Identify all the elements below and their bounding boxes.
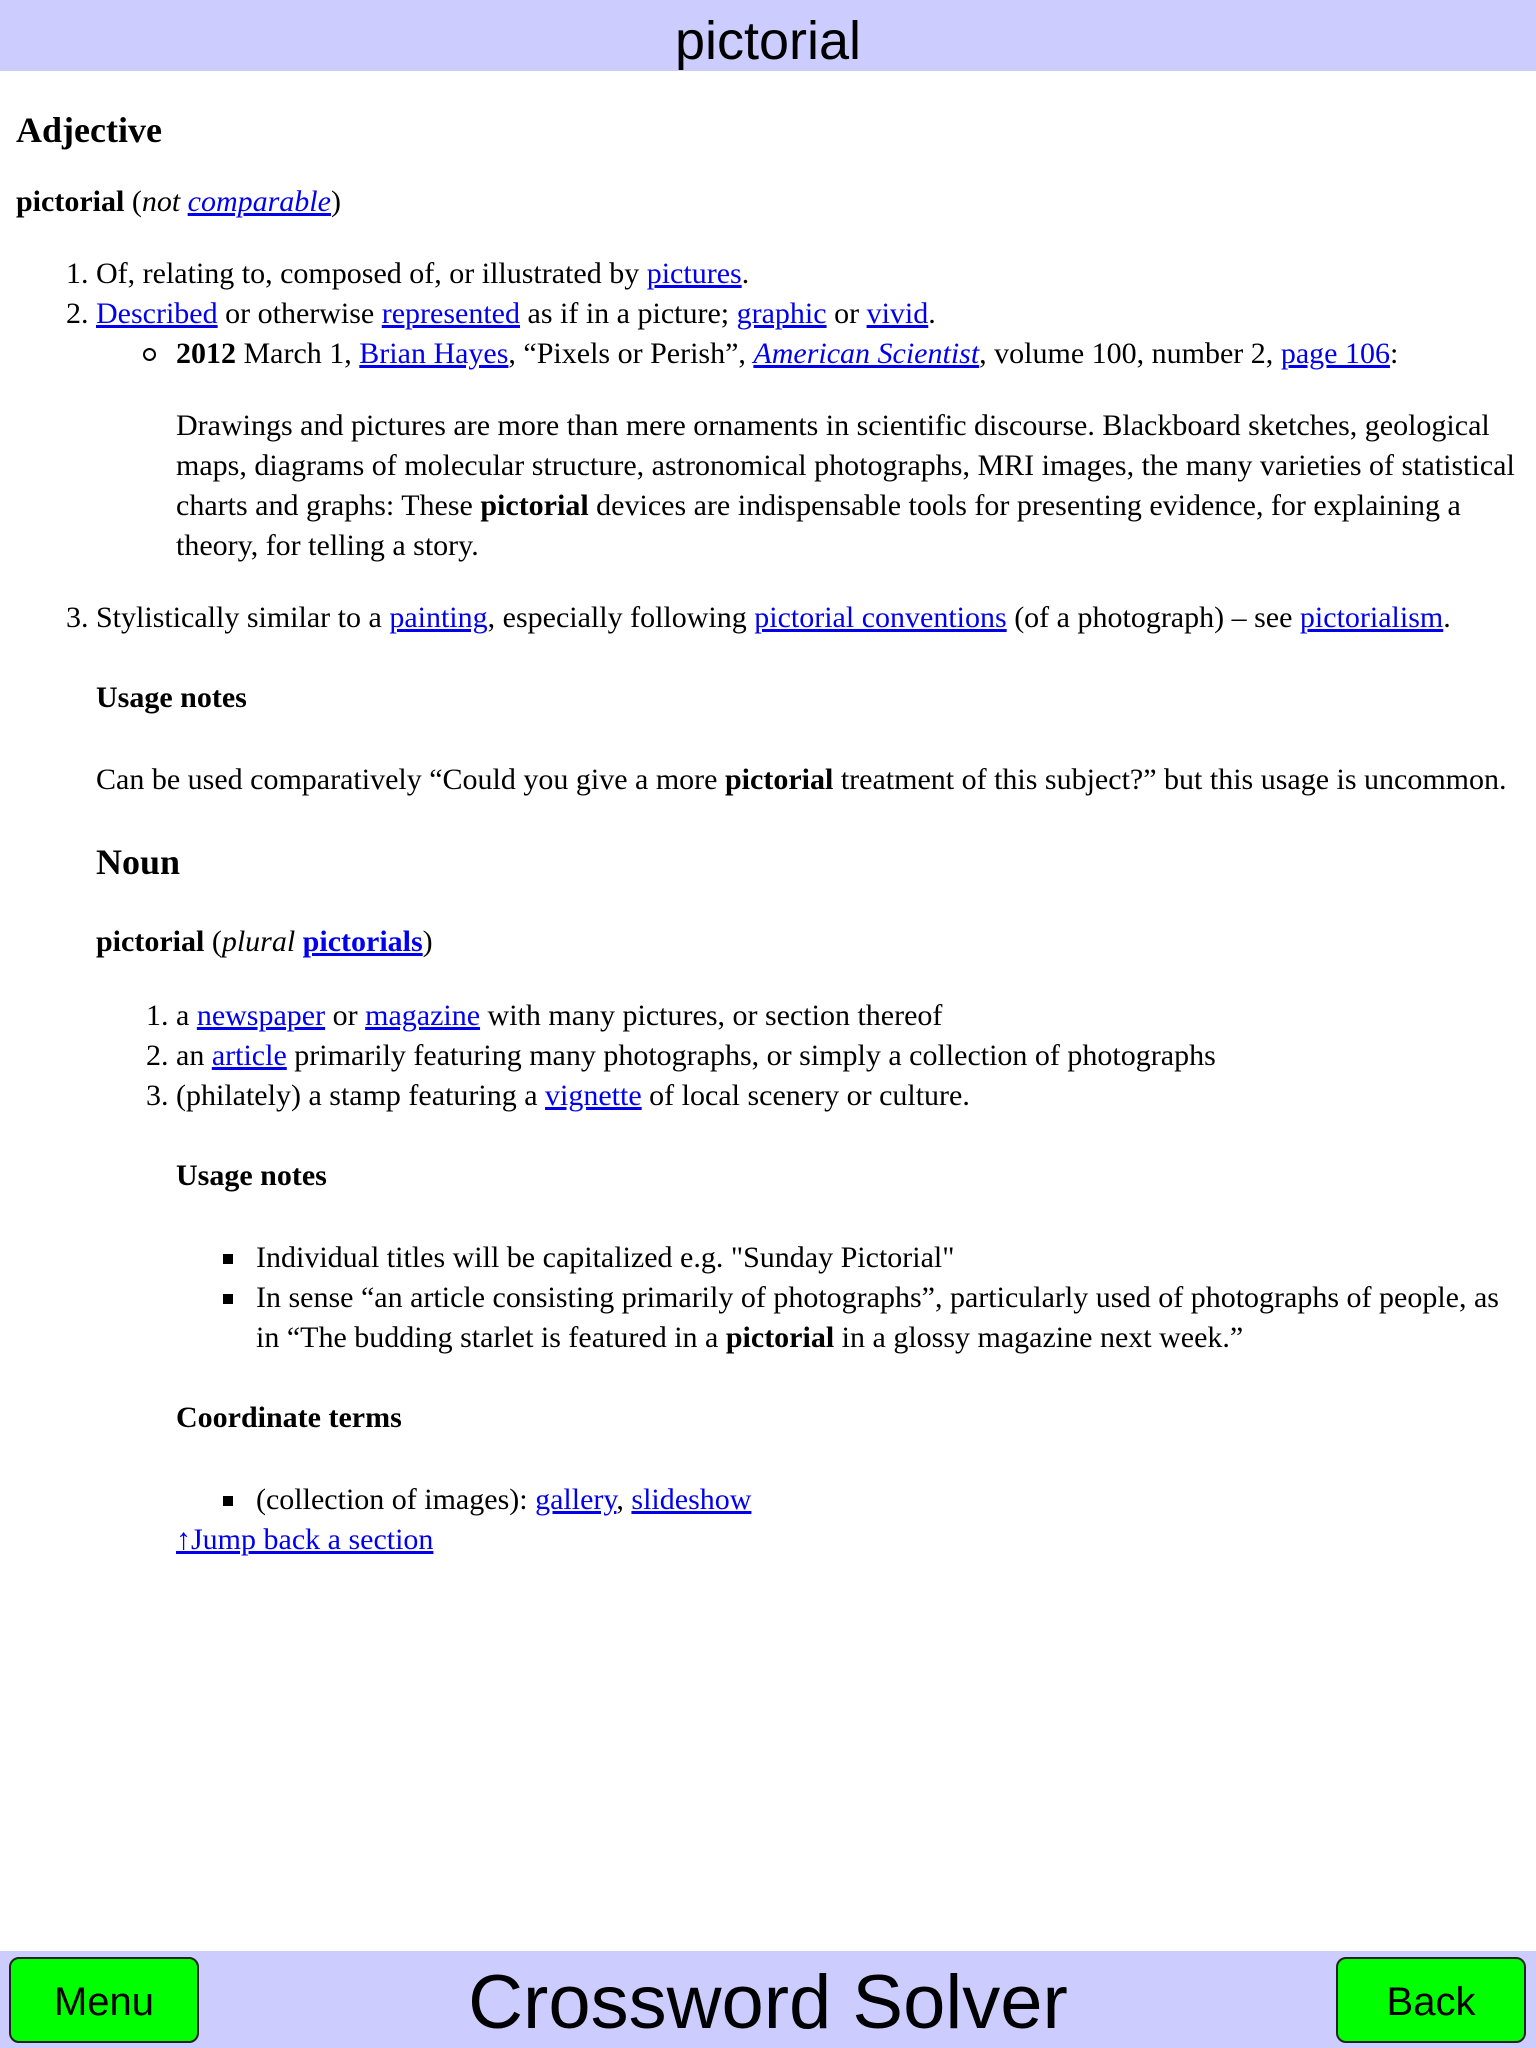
quote-text-part: devices are indispensable tools for presenting evidence, for explaining a theory, for telling a story. [176,489,1461,562]
painting-link[interactable]: painting [389,601,488,634]
sense-text: . [1443,601,1451,634]
usage-note-item [256,1238,1521,1278]
adjective-usage-notes [96,678,1521,1560]
quotation-volume: , volume 100, number 2, [979,337,1281,370]
sense-text: (of a photograph) – see [1006,601,1300,634]
noun-sense-1 [176,996,1521,1036]
separator: , [616,1483,632,1516]
page-title: pictorial [674,11,862,71]
noun-subsections [176,1156,1521,1560]
pictorialism-link[interactable]: pictorialism [1299,601,1444,634]
pictures-link[interactable]: pictures [646,257,742,290]
sense-text: an [176,1039,212,1072]
sense-text: primarily featuring many photographs, or simply a collection of photographs [286,1039,1216,1072]
noun-usage-notes-heading: Usage notes [176,1159,327,1192]
circle-bullet-icon [143,348,156,361]
described-link[interactable]: Described [96,297,218,330]
quotation-year: 2012 [176,337,236,370]
slideshow-link[interactable]: slideshow [631,1483,752,1516]
vignette-link[interactable]: vignette [545,1079,642,1112]
magazine-link[interactable]: magazine [365,999,481,1032]
square-bullet-icon [223,1496,233,1506]
adjective-heading: Adjective [16,110,162,150]
close-paren: ) [330,185,341,218]
noun-sense-2 [176,1036,1521,1076]
comparable-link[interactable]: comparable [187,185,331,218]
noun-senses [96,996,1521,1116]
sense-text: Of, relating to, composed of, or illustrated by [96,257,647,290]
sense-text: or [325,999,366,1032]
jump-back-link[interactable]: ↑Jump back a section [176,1523,434,1556]
usage-notes-heading: Usage notes [96,681,247,714]
open-paren: ( [131,185,142,218]
sense-text: as if in a picture; [520,297,737,330]
coordinate-terms-list [176,1480,1521,1520]
quotation-text [176,406,1521,566]
journal-link[interactable]: American Scientist [753,337,980,370]
close-paren: ) [422,925,433,958]
gallery-link[interactable]: gallery [535,1483,617,1516]
pictorial-conventions-link[interactable]: pictorial conventions [754,601,1007,634]
article-link[interactable]: article [211,1039,287,1072]
noun-headword: pictorial [96,925,205,958]
quote-text-part: Drawings and pictures are more than mere ornaments in scientific discourse. Blackboard sketches, geological maps, diagrams of molecular structure, astronomical photographs, MRI images, the many varieties of statistical charts and graphs: These [176,409,1515,522]
sense-text: , especially following [487,601,755,634]
usage-notes-text [96,760,1521,800]
quotation-item [176,334,1521,374]
sense-text: . [928,297,936,330]
usage-note-text: In sense “an article consisting primarily of photographs”, particularly used of photographs of people, as in “The budding starlet is featured in a [256,1281,1499,1354]
graphic-link[interactable]: graphic [736,297,827,330]
pictorials-link[interactable]: pictorials [302,925,423,958]
plural-label: plural [221,925,296,958]
sense-text: with many pictures, or section thereof [480,999,943,1032]
noun-headword-line [96,922,1521,962]
page-title-bar [0,0,1536,71]
sense-text: a [176,999,197,1032]
adjective-sense-2 [96,294,1521,566]
adjective-sense-3 [96,598,1521,638]
sense-text: or [826,297,867,330]
usage-text-part: treatment of this subject?” but this usage is uncommon. [833,763,1507,796]
noun-heading: Noun [96,842,181,882]
sense-text: Stylistically similar to a [96,601,390,634]
quotation-date: March 1, [236,337,360,370]
author-link[interactable]: Brian Hayes [359,337,509,370]
usage-note-text: in a glossy magazine next week.” [834,1321,1244,1354]
coordinate-label: (collection of images): [256,1483,536,1516]
adjective-sense-1 [96,254,1521,294]
entry-content [16,106,1521,1560]
sense-text: . [741,257,750,290]
usage-bold-word: pictorial [725,1321,835,1354]
vivid-link[interactable]: vivid [866,297,929,330]
adjective-headword-line [16,182,1521,222]
back-button[interactable]: Back [1336,1957,1526,2043]
coordinate-terms-heading: Coordinate terms [176,1401,402,1434]
open-paren: ( [211,925,222,958]
page-link[interactable]: page 106 [1280,337,1390,370]
quotation-title: , “Pixels or Perish”, [508,337,754,370]
usage-bold-word: pictorial [725,763,834,796]
coordinate-term-item [256,1480,1521,1520]
app-title: Crossword Solver [468,1960,1068,2045]
adjective-senses [16,254,1521,638]
bottom-toolbar [0,1951,1536,2048]
newspaper-link[interactable]: newspaper [196,999,326,1032]
colon: : [1389,337,1399,370]
quotation-list [96,334,1521,374]
menu-button[interactable]: Menu [9,1957,199,2043]
sense-text: or otherwise [217,297,382,330]
usage-note-text: Individual titles will be capitalized e.g. "Sunday Pictorial" [256,1241,955,1274]
adjective-headword: pictorial [16,185,125,218]
not-label: not [141,185,181,218]
usage-note-item [256,1278,1521,1358]
sense-text: of local scenery or culture. [641,1079,970,1112]
noun-sense-3 [176,1076,1521,1116]
sense-text: (philately) a stamp featuring a [176,1079,546,1112]
usage-text-part: Can be used comparatively “Could you give a more [96,763,725,796]
square-bullet-icon [223,1254,233,1264]
represented-link[interactable]: represented [381,297,521,330]
noun-usage-notes-list [176,1238,1521,1358]
quote-bold-word: pictorial [480,489,589,522]
square-bullet-icon [223,1294,233,1304]
